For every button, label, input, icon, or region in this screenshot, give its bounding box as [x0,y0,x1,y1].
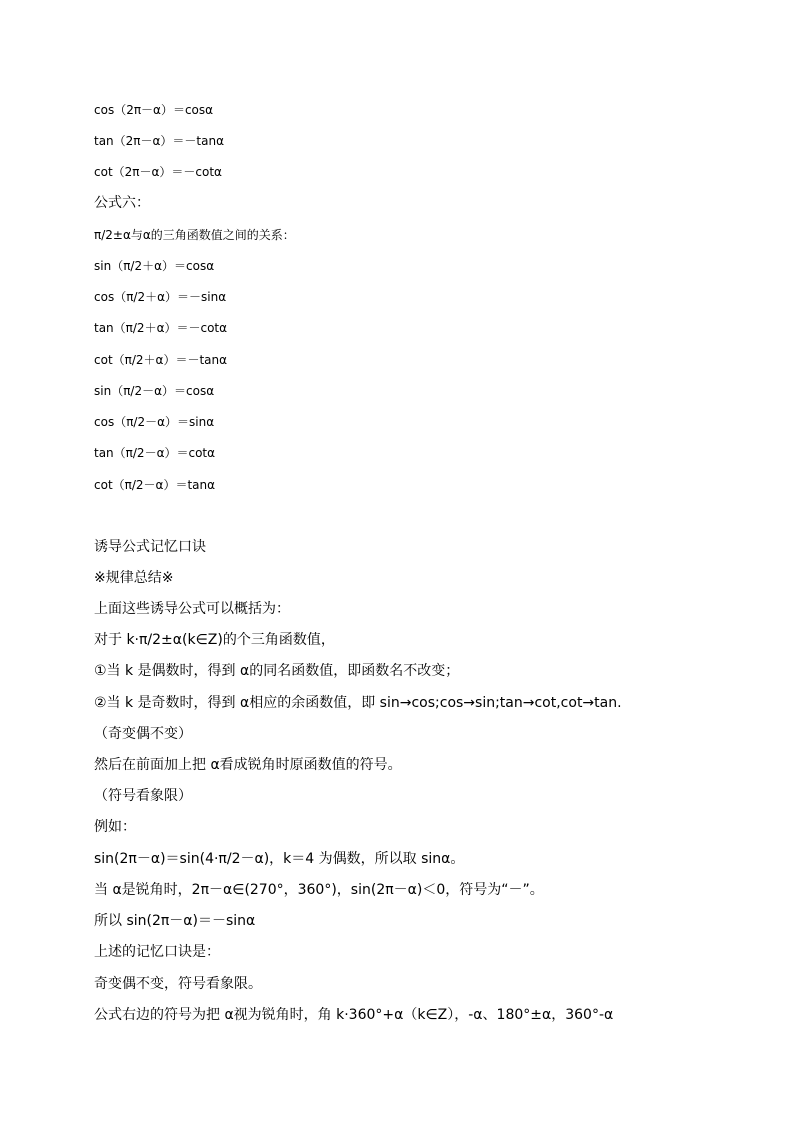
mnemonic-line: 上述的记忆口诀是： [94,944,220,960]
formula-cot-half-pi-plus-alpha: cot（π/2＋α）＝－tanα [94,353,228,367]
formula-tan-half-pi-plus-alpha: tan（π/2＋α）＝－cotα [94,321,228,335]
mnemonic-line: 上面这些诱导公式可以概括为： [94,601,290,617]
mnemonic-line: sin(2π－α)＝sin(4·π/2－α)，k＝4 为偶数，所以取 sinα。 [94,851,465,867]
rule-summary-label: ※规律总结※ [94,570,174,586]
mnemonic-line: ①当 k 是偶数时，得到 α的同名函数值，即函数名不改变； [94,663,460,679]
formula-sin-half-pi-minus-alpha: sin（π/2－α）＝cosα [94,384,215,398]
mnemonic-line: （奇变偶不变） [94,726,192,742]
formula-cot-half-pi-minus-alpha: cot（π/2－α）＝tanα [94,478,216,492]
mnemonic-heading: 诱导公式记忆口诀 [94,539,206,555]
mnemonic-line: 所以 sin(2π－α)＝－sinα [94,913,256,929]
formula-cos-half-pi-plus-alpha: cos（π/2＋α）＝－sinα [94,290,227,304]
mnemonic-line: 然后在前面加上把 α看成锐角时原函数值的符号。 [94,757,402,773]
mnemonic-line: 当 α是锐角时，2π－α∈(270°，360°)，sin(2π－α)＜0，符号为“－”。 [94,882,544,898]
mnemonic-line: 公式右边的符号为把 α视为锐角时，角 k·360°+α（k∈Z），-α、180°±α，360°-α [94,1007,614,1023]
formula-tan-2pi-minus-alpha: tan（2π－α）＝－tanα [94,134,225,148]
formula-tan-half-pi-minus-alpha: tan（π/2－α）＝cotα [94,446,216,460]
formula-six-intro: π/2±α与α的三角函数值之间的关系： [94,228,295,242]
formula-cos-2pi-minus-alpha: cos（2π－α）＝cosα [94,103,214,117]
formula-six-title: 公式六： [94,195,150,211]
mnemonic-line: （符号看象限） [94,788,192,804]
mnemonic-line: 奇变偶不变，符号看象限。 [94,976,262,992]
mnemonic-line: 例如： [94,819,136,835]
mnemonic-line: ②当 k 是奇数时，得到 α相应的余函数值，即 sin→cos;cos→sin;tan→cot,cot→tan. [94,695,622,711]
mnemonic-line: 对于 k·π/2±α(k∈Z)的个三角函数值， [94,632,335,648]
formula-cos-half-pi-minus-alpha: cos（π/2－α）＝sinα [94,415,215,429]
formula-cot-2pi-minus-alpha: cot（2π－α）＝－cotα [94,165,222,179]
formula-sin-half-pi-plus-alpha: sin（π/2＋α）＝cosα [94,259,215,273]
